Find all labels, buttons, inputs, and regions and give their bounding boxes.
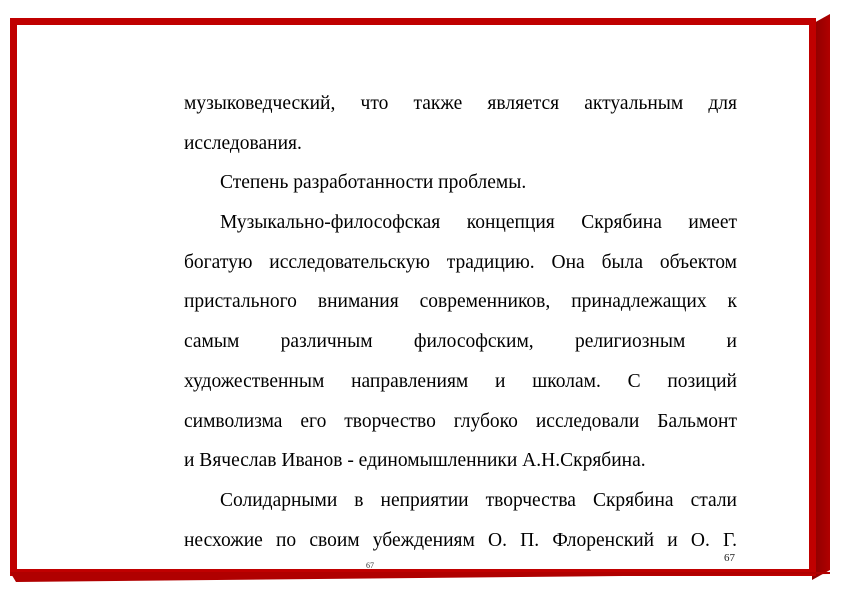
text-line: самым различным философским, религиозным и — [184, 331, 737, 353]
page-number: 67 — [724, 552, 735, 564]
text-line: и Вячеслав Иванов - единомышленники А.Н.Скрябина. — [184, 450, 646, 472]
text-line: исследования. — [184, 132, 302, 154]
section-heading: Степень разработанности проблемы. — [220, 172, 527, 194]
page-number-footer: 67 — [366, 561, 374, 570]
document-body — [184, 84, 737, 560]
frame-edge-bottom — [10, 572, 830, 582]
text-line: символизма его творчество глубоко исследовали Бальмонт — [184, 410, 737, 432]
text-line: музыковедческий, что также является актуальным для — [184, 93, 737, 114]
text-line: богатую исследовательскую традицию. Она была объектом — [184, 251, 737, 273]
text-line: несхожие по своим убеждениям О. П. Флоренский и О. Г. — [184, 529, 737, 551]
text-line: Музыкально-философская концепция Скрябина имеет — [220, 212, 737, 234]
text-line: пристального внимания современников, принадлежащих к — [184, 291, 737, 313]
text-line: Солидарными в неприятии творчества Скрябина стали — [220, 489, 737, 511]
text-line: художественным направлениям и школам. С позиций — [184, 370, 737, 392]
